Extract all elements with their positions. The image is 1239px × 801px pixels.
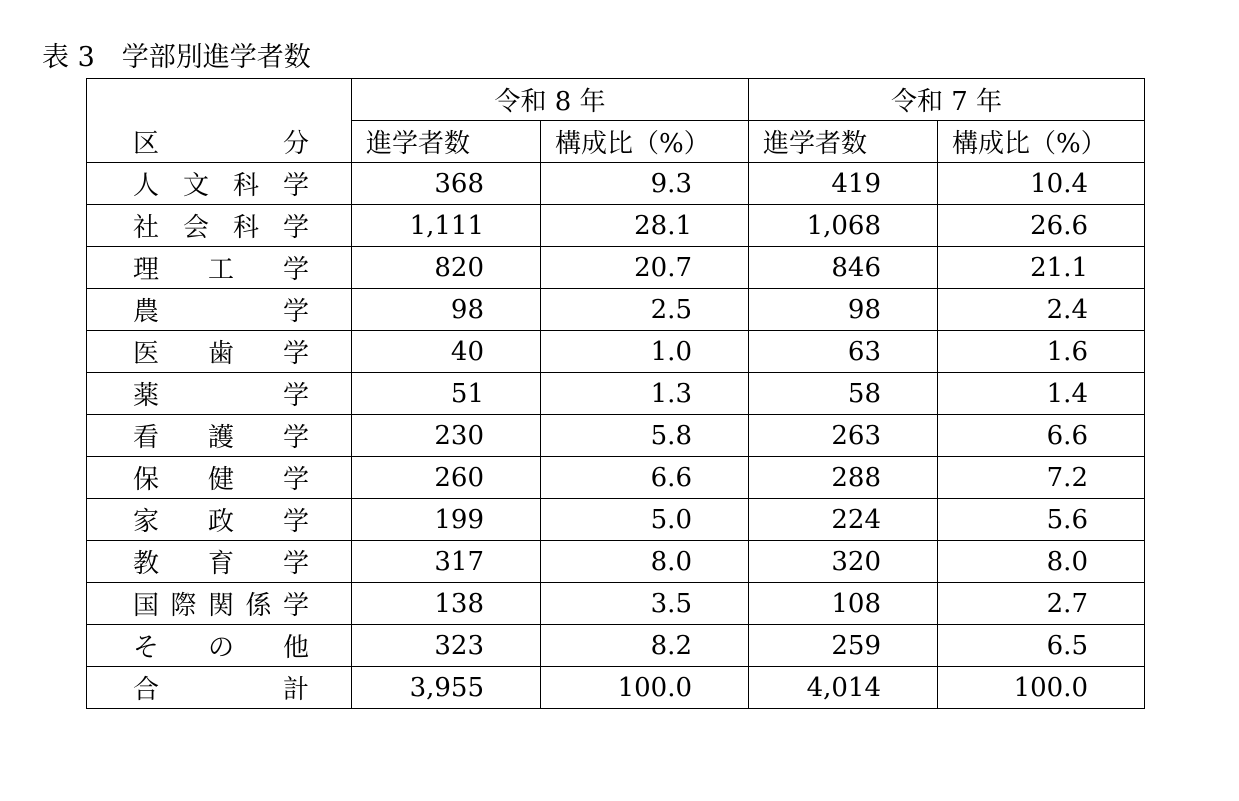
cell-count-r8: 199 [352, 499, 541, 541]
table-row [87, 163, 1145, 205]
cell-ratio-r7: 2.4 [938, 289, 1145, 331]
row-label: その他 [87, 625, 352, 667]
cell-ratio-r7: 100.0 [938, 667, 1145, 709]
cell-ratio-r7: 10.4 [938, 163, 1145, 205]
header-row-periods [87, 79, 1145, 121]
cell-ratio-r8: 2.5 [541, 289, 749, 331]
cell-ratio-r7: 1.4 [938, 373, 1145, 415]
ratio-header-r7: 構成比（%） [938, 121, 1145, 163]
cell-ratio-r8: 6.6 [541, 457, 749, 499]
table-row [87, 289, 1145, 331]
cell-count-r8: 138 [352, 583, 541, 625]
row-label: 社会科学 [87, 205, 352, 247]
table-row [87, 541, 1145, 583]
row-label: 薬学 [87, 373, 352, 415]
cell-ratio-r8: 8.0 [541, 541, 749, 583]
cell-count-r8: 368 [352, 163, 541, 205]
table-row [87, 247, 1145, 289]
cell-ratio-r7: 7.2 [938, 457, 1145, 499]
cell-count-r8: 98 [352, 289, 541, 331]
table-row [87, 625, 1145, 667]
table-row [87, 373, 1145, 415]
cell-ratio-r8: 100.0 [541, 667, 749, 709]
row-label: 農学 [87, 289, 352, 331]
cell-ratio-r8: 5.0 [541, 499, 749, 541]
row-label: 保健学 [87, 457, 352, 499]
cell-ratio-r8: 9.3 [541, 163, 749, 205]
cell-ratio-r8: 8.2 [541, 625, 749, 667]
cell-count-r7: 419 [749, 163, 938, 205]
cell-ratio-r7: 2.7 [938, 583, 1145, 625]
cell-count-r8: 51 [352, 373, 541, 415]
row-label: 教育学 [87, 541, 352, 583]
table-caption: 表 3 学部別進学者数 [42, 42, 311, 73]
cell-count-r8: 40 [352, 331, 541, 373]
table-row [87, 667, 1145, 709]
row-label: 理工学 [87, 247, 352, 289]
cell-count-r8: 3,955 [352, 667, 541, 709]
cell-count-r7: 1,068 [749, 205, 938, 247]
count-header-r8: 進学者数 [352, 121, 541, 163]
cell-ratio-r8: 1.0 [541, 331, 749, 373]
table-row [87, 457, 1145, 499]
table-row [87, 583, 1145, 625]
cell-ratio-r7: 6.6 [938, 415, 1145, 457]
cell-count-r8: 820 [352, 247, 541, 289]
cell-count-r7: 320 [749, 541, 938, 583]
cell-ratio-r8: 3.5 [541, 583, 749, 625]
count-header-r7: 進学者数 [749, 121, 938, 163]
period-header-r8: 令和 8 年 [352, 79, 749, 121]
row-label: 医歯学 [87, 331, 352, 373]
cell-ratio-r7: 5.6 [938, 499, 1145, 541]
table-row [87, 331, 1145, 373]
row-label: 家政学 [87, 499, 352, 541]
cell-count-r7: 224 [749, 499, 938, 541]
period-header-r7: 令和 7 年 [749, 79, 1145, 121]
cell-count-r8: 260 [352, 457, 541, 499]
cell-ratio-r7: 26.6 [938, 205, 1145, 247]
row-label: 看護学 [87, 415, 352, 457]
cell-ratio-r8: 1.3 [541, 373, 749, 415]
cell-ratio-r7: 1.6 [938, 331, 1145, 373]
row-label: 合計 [87, 667, 352, 709]
cell-ratio-r7: 8.0 [938, 541, 1145, 583]
cell-count-r7: 63 [749, 331, 938, 373]
cell-count-r8: 323 [352, 625, 541, 667]
cell-count-r7: 259 [749, 625, 938, 667]
cell-count-r8: 317 [352, 541, 541, 583]
cell-count-r7: 4,014 [749, 667, 938, 709]
cell-ratio-r7: 6.5 [938, 625, 1145, 667]
cell-ratio-r8: 20.7 [541, 247, 749, 289]
cell-count-r7: 98 [749, 289, 938, 331]
cell-count-r7: 263 [749, 415, 938, 457]
cell-ratio-r8: 5.8 [541, 415, 749, 457]
table-body [87, 163, 1145, 709]
table-row [87, 415, 1145, 457]
table-row [87, 499, 1145, 541]
cell-count-r7: 846 [749, 247, 938, 289]
cell-count-r7: 108 [749, 583, 938, 625]
enrollment-by-faculty-table [86, 78, 1145, 709]
cell-count-r7: 58 [749, 373, 938, 415]
table-row [87, 205, 1145, 247]
row-label: 人文科学 [87, 163, 352, 205]
cell-ratio-r8: 28.1 [541, 205, 749, 247]
category-header: 区分 [87, 79, 352, 163]
cell-count-r8: 1,111 [352, 205, 541, 247]
cell-count-r7: 288 [749, 457, 938, 499]
row-label: 国際関係学 [87, 583, 352, 625]
ratio-header-r8: 構成比（%） [541, 121, 749, 163]
cell-ratio-r7: 21.1 [938, 247, 1145, 289]
cell-count-r8: 230 [352, 415, 541, 457]
